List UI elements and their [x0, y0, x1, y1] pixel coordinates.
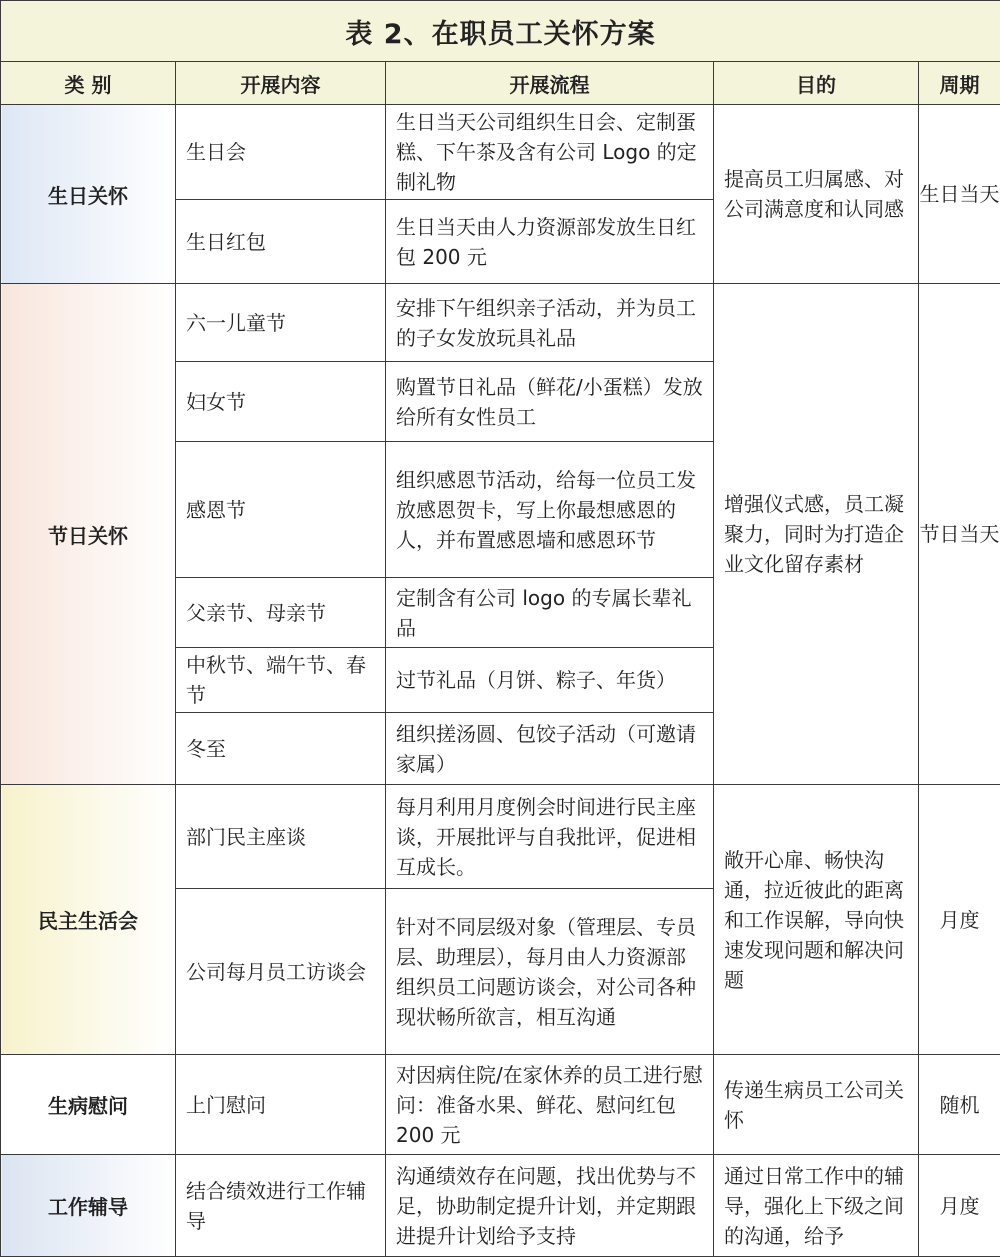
purpose-democracy: 敞开心扉、畅快沟通，拉近彼此的距离和工作误解，导向快速发现问题和解决问题: [714, 785, 919, 1055]
process-cell: 每月利用月度例会时间进行民主座谈，开展批评与自我批评，促进相互成长。: [386, 785, 714, 889]
process-cell: 定制含有公司 logo 的专属长辈礼品: [386, 578, 714, 648]
category-democracy: 民主生活会: [1, 785, 176, 1055]
header-category: 类 别: [1, 62, 176, 105]
table-row: [1, 1055, 1000, 1155]
process-cell: 组织感恩节活动，给每一位员工发放感恩贺卡，写上你最想感恩的人，并布置感恩墙和感恩环节: [386, 442, 714, 578]
table-row: [1, 785, 1000, 889]
table-row: [1, 284, 1000, 362]
purpose-work: 通过日常工作中的辅导，强化上下级之间的沟通，给予: [714, 1155, 919, 1257]
content-cell: 上门慰问: [176, 1055, 386, 1155]
process-cell: 对因病住院/在家休养的员工进行慰问：准备水果、鲜花、慰问红包 200 元: [386, 1055, 714, 1155]
process-cell: 针对不同层级对象（管理层、专员层、助理层），每月由人力资源部组织员工问题访谈会，对公司各种现状畅所欲言，相互沟通: [386, 889, 714, 1055]
content-cell: 冬至: [176, 713, 386, 785]
category-sick: 生病慰问: [1, 1055, 176, 1155]
content-cell: 部门民主座谈: [176, 785, 386, 889]
period-holiday: 节日当天: [919, 284, 1000, 785]
header-content: 开展内容: [176, 62, 386, 105]
process-cell: 生日当天由人力资源部发放生日红包 200 元: [386, 200, 714, 284]
category-birthday: 生日关怀: [1, 105, 176, 284]
table-row: [1, 1155, 1000, 1257]
process-cell: 过节礼品（月饼、粽子、年货）: [386, 648, 714, 713]
header-process: 开展流程: [386, 62, 714, 105]
purpose-sick: 传递生病员工公司关怀: [714, 1055, 919, 1155]
process-cell: 沟通绩效存在问题，找出优势与不足，协助制定提升计划，并定期跟进提升计划给予支持: [386, 1155, 714, 1257]
content-cell: 父亲节、母亲节: [176, 578, 386, 648]
period-sick: 随机: [919, 1055, 1000, 1155]
content-cell: 中秋节、端午节、春节: [176, 648, 386, 713]
table-row: [1, 105, 1000, 200]
header-row: [1, 62, 1000, 105]
category-work: 工作辅导: [1, 1155, 176, 1257]
header-purpose: 目的: [714, 62, 919, 105]
content-cell: 结合绩效进行工作辅导: [176, 1155, 386, 1257]
content-cell: 生日红包: [176, 200, 386, 284]
purpose-birthday: 提高员工归属感、对公司满意度和认同感: [714, 105, 919, 284]
content-cell: 妇女节: [176, 362, 386, 442]
process-cell: 安排下午组织亲子活动，并为员工的子女发放玩具礼品: [386, 284, 714, 362]
category-holiday: 节日关怀: [1, 284, 176, 785]
content-cell: 公司每月员工访谈会: [176, 889, 386, 1055]
process-cell: 购置节日礼品（鲜花/小蛋糕）发放给所有女性员工: [386, 362, 714, 442]
purpose-holiday: 增强仪式感，员工凝聚力，同时为打造企业文化留存素材: [714, 284, 919, 785]
content-cell: 六一儿童节: [176, 284, 386, 362]
period-democracy: 月度: [919, 785, 1000, 1055]
header-period: 周期: [919, 62, 1000, 105]
period-birthday: 生日当天: [919, 105, 1000, 284]
content-cell: 生日会: [176, 105, 386, 200]
table-title: 表 2、在职员工关怀方案: [1, 1, 1000, 62]
process-cell: 生日当天公司组织生日会、定制蛋糕、下午茶及含有公司 Logo 的定制礼物: [386, 105, 714, 200]
content-cell: 感恩节: [176, 442, 386, 578]
period-work: 月度: [919, 1155, 1000, 1257]
process-cell: 组织搓汤圆、包饺子活动（可邀请家属）: [386, 713, 714, 785]
